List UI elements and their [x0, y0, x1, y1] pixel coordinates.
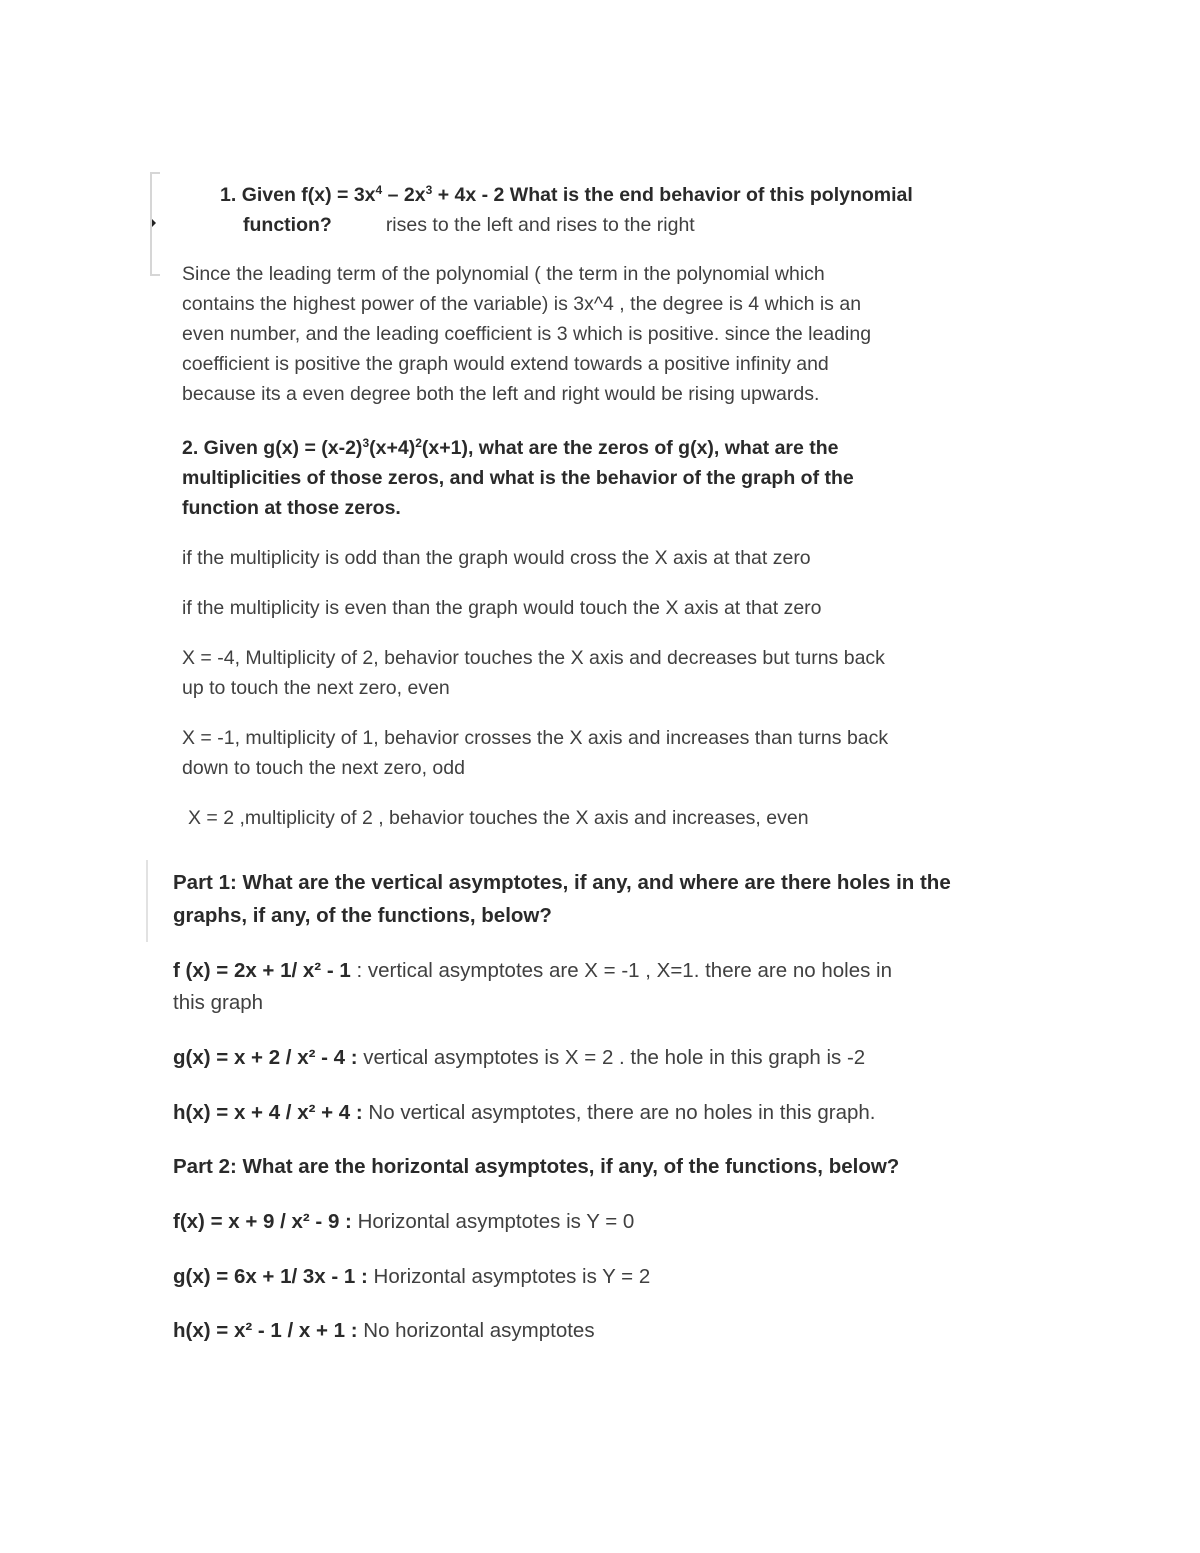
margin-bracket-top-foot — [150, 274, 160, 276]
collapse-arrow-icon — [152, 219, 156, 227]
part2-g: g(x) = 6x + 1/ 3x - 1 : Horizontal asymptotes is Y = 2 — [173, 1265, 651, 1288]
q2-zero2-line2: down to touch the next zero, odd — [182, 757, 465, 779]
q1-question-line1: 1. Given $f(x) = 3x^4 - 2x^3 + 4x - 2$ What is the end behavior of this polynomial — [220, 183, 913, 206]
part2-h: h(x) = x² - 1 / x + 1 : No horizontal asymptotes — [173, 1319, 595, 1342]
q2-question-line3: function at those zeros. — [182, 497, 401, 519]
q2-zero3: X = 2 ,multiplicity of 2 , behavior touches the X axis and increases, even — [188, 807, 809, 829]
q2-rule-even: if the multiplicity is even than the graph would touch the X axis at that zero — [182, 597, 822, 619]
part1-f-line2: this graph — [173, 991, 264, 1014]
q2-question-line2: multiplicities of those zeros, and what is the behavior of the graph of the — [182, 467, 854, 489]
q2-zero2-line1: X = -1, multiplicity of 1, behavior crosses the X axis and increases than turns back — [182, 727, 889, 749]
q2-rule-odd: if the multiplicity is odd than the graph would cross the X axis at that zero — [182, 547, 811, 569]
q1-explanation-line: contains the highest power of the variable) is 3x^4 , the degree is 4 which is an — [182, 293, 862, 315]
part1-g: g(x) = x + 2 / x² - 4 : vertical asymptotes is X = 2 . the hole in this graph is -2 — [173, 1046, 866, 1069]
part1-f: f (x) = 2x + 1/ x² - 1 : vertical asymptotes are X = -1 , X=1. there are no holes in — [173, 959, 892, 982]
q1-explanation-line: even number, and the leading coefficient is 3 which is positive. since the leading — [182, 323, 872, 345]
q1-explanation-line: because its a even degree both the left and right would be rising upwards. — [182, 383, 820, 405]
q2-question-line1: 2. Given $g(x) = (x-2)^3(x+4)^2(x+1)$, what are the zeros of g(x), what are the — [182, 436, 839, 459]
part2-heading: Part 2: What are the horizontal asymptotes, if any, of the functions, below? — [173, 1155, 900, 1178]
margin-bracket-mid — [146, 860, 148, 942]
part2-f: f(x) = x + 9 / x² - 9 : Horizontal asymptotes is Y = 0 — [173, 1210, 635, 1233]
q2-zero1-line2: up to touch the next zero, even — [182, 677, 450, 699]
q2-zero1-line1: X = -4, Multiplicity of 2, behavior touches the X axis and decreases but turns back — [182, 647, 885, 669]
q1-question-line2: function? rises to the left and rises to the right — [243, 214, 695, 236]
part1-h: h(x) = x + 4 / x² + 4 : No vertical asymptotes, there are no holes in this graph. — [173, 1101, 876, 1124]
margin-bracket-top-cap — [150, 172, 160, 174]
q1-explanation-line: coefficient is positive the graph would extend towards a positive infinity and — [182, 353, 829, 375]
q1-answer: rises to the left and rises to the right — [385, 214, 695, 236]
part1-heading-line1: Part 1: What are the vertical asymptotes, if any, and where are there holes in the — [173, 871, 951, 894]
q1-explanation-line: Since the leading term of the polynomial ( the term in the polynomial which — [182, 263, 825, 285]
part1-heading-line2: graphs, if any, of the functions, below? — [173, 904, 552, 927]
